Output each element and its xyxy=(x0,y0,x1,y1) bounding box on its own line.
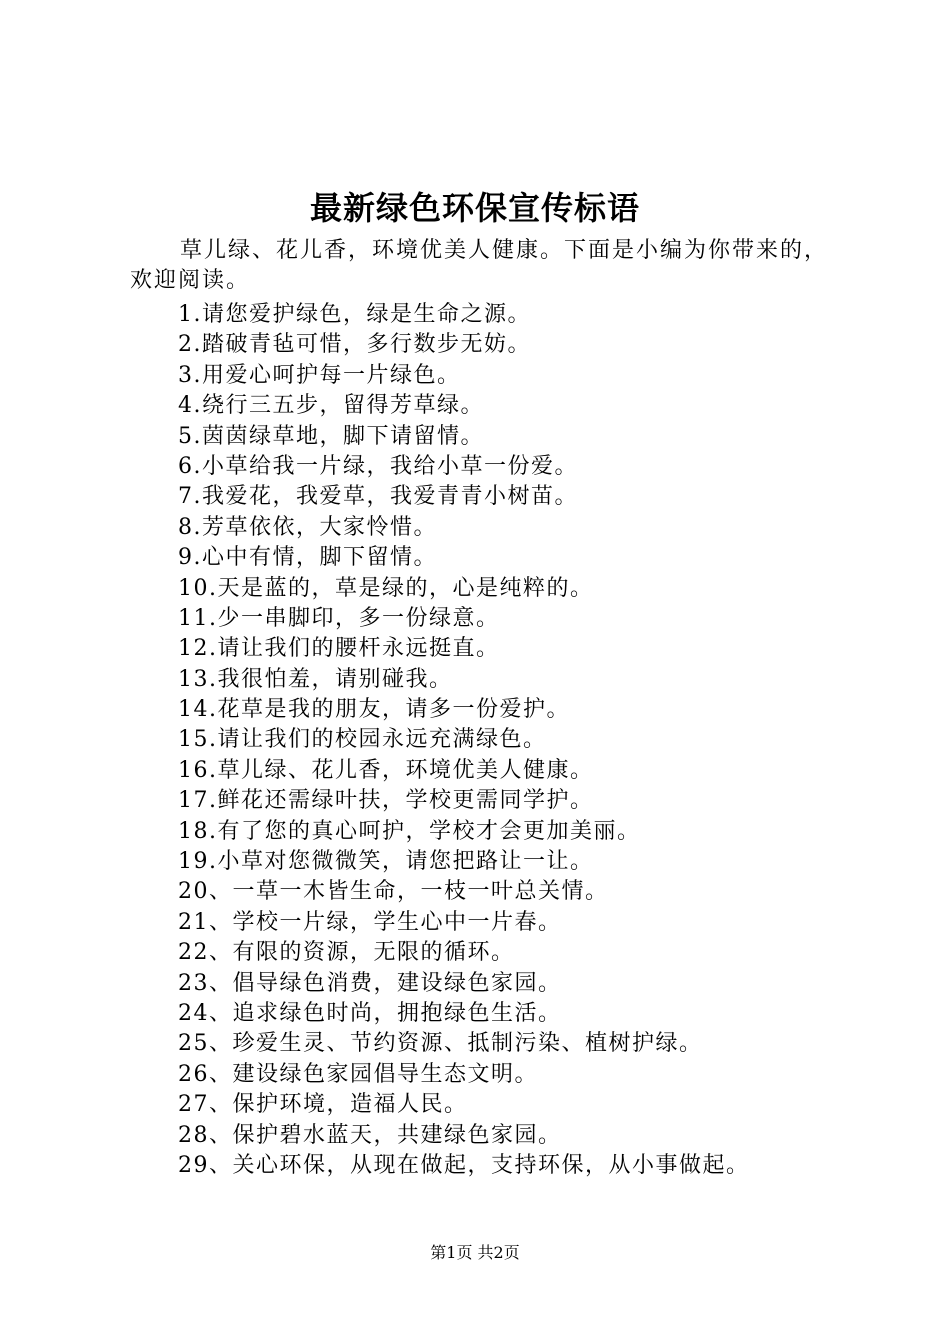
list-item: 10.天是蓝的，草是绿的，心是纯粹的。 xyxy=(178,575,594,601)
intro-paragraph: 草儿绿、花儿香，环境优美人健康。下面是小编为你带来的，欢迎阅读。 xyxy=(130,238,829,293)
list-item: 8.芳草依依，大家怜惜。 xyxy=(178,514,437,540)
list-item: 25、珍爱生灵、节约资源、抵制污染、植树护绿。 xyxy=(178,1031,703,1057)
list-item: 27、保护环境，造福人民。 xyxy=(178,1092,468,1118)
list-item: 23、倡导绿色消费，建设绿色家园。 xyxy=(178,970,562,996)
list-item: 5.茵茵绿草地，脚下请留情。 xyxy=(178,423,484,449)
list-item: 29、关心环保，从现在做起，支持环保，从小事做起。 xyxy=(178,1152,750,1178)
list-item: 24、追求绿色时尚，拥抱绿色生活。 xyxy=(178,1000,562,1026)
slogan-list xyxy=(178,300,858,1181)
list-item: 4.绕行三五步，留得芳草绿。 xyxy=(178,393,484,419)
list-item: 28、保护碧水蓝天，共建绿色家园。 xyxy=(178,1122,562,1148)
list-item: 3.用爱心呵护每一片绿色。 xyxy=(178,362,461,388)
list-item: 15.请让我们的校园永远充满绿色。 xyxy=(178,727,547,753)
list-item: 6.小草给我一片绿，我给小草一份爱。 xyxy=(178,453,578,479)
document-title: 最新绿色环保宣传标语 xyxy=(309,189,640,227)
list-item: 14.花草是我的朋友，请多一份爱护。 xyxy=(178,697,570,723)
list-item: 9.心中有情，脚下留情。 xyxy=(178,545,437,571)
page-footer: 第1页 共2页 xyxy=(430,1243,520,1262)
list-item: 7.我爱花，我爱草，我爱青青小树苗。 xyxy=(178,484,578,510)
list-item: 16.草儿绿、花儿香，环境优美人健康。 xyxy=(178,757,594,783)
list-item: 21、学校一片绿，学生心中一片春。 xyxy=(178,909,562,935)
list-item: 12.请让我们的腰杆永远挺直。 xyxy=(178,636,500,662)
list-item: 17.鲜花还需绿叶扶，学校更需同学护。 xyxy=(178,788,594,814)
list-item: 22、有限的资源，无限的循环。 xyxy=(178,940,515,966)
list-item: 11.少一串脚印，多一份绿意。 xyxy=(178,605,500,631)
list-item: 20、一草一木皆生命，一枝一叶总关情。 xyxy=(178,879,609,905)
list-item: 26、建设绿色家园倡导生态文明。 xyxy=(178,1061,538,1087)
list-item: 18.有了您的真心呵护，学校才会更加美丽。 xyxy=(178,818,641,844)
list-item: 19.小草对您微微笑，请您把路让一让。 xyxy=(178,849,594,875)
list-item: 2.踏破青毡可惜，多行数步无妨。 xyxy=(178,332,531,358)
list-item: 1.请您爱护绿色，绿是生命之源。 xyxy=(178,302,531,327)
list-item: 13.我很怕羞，请别碰我。 xyxy=(178,666,453,692)
